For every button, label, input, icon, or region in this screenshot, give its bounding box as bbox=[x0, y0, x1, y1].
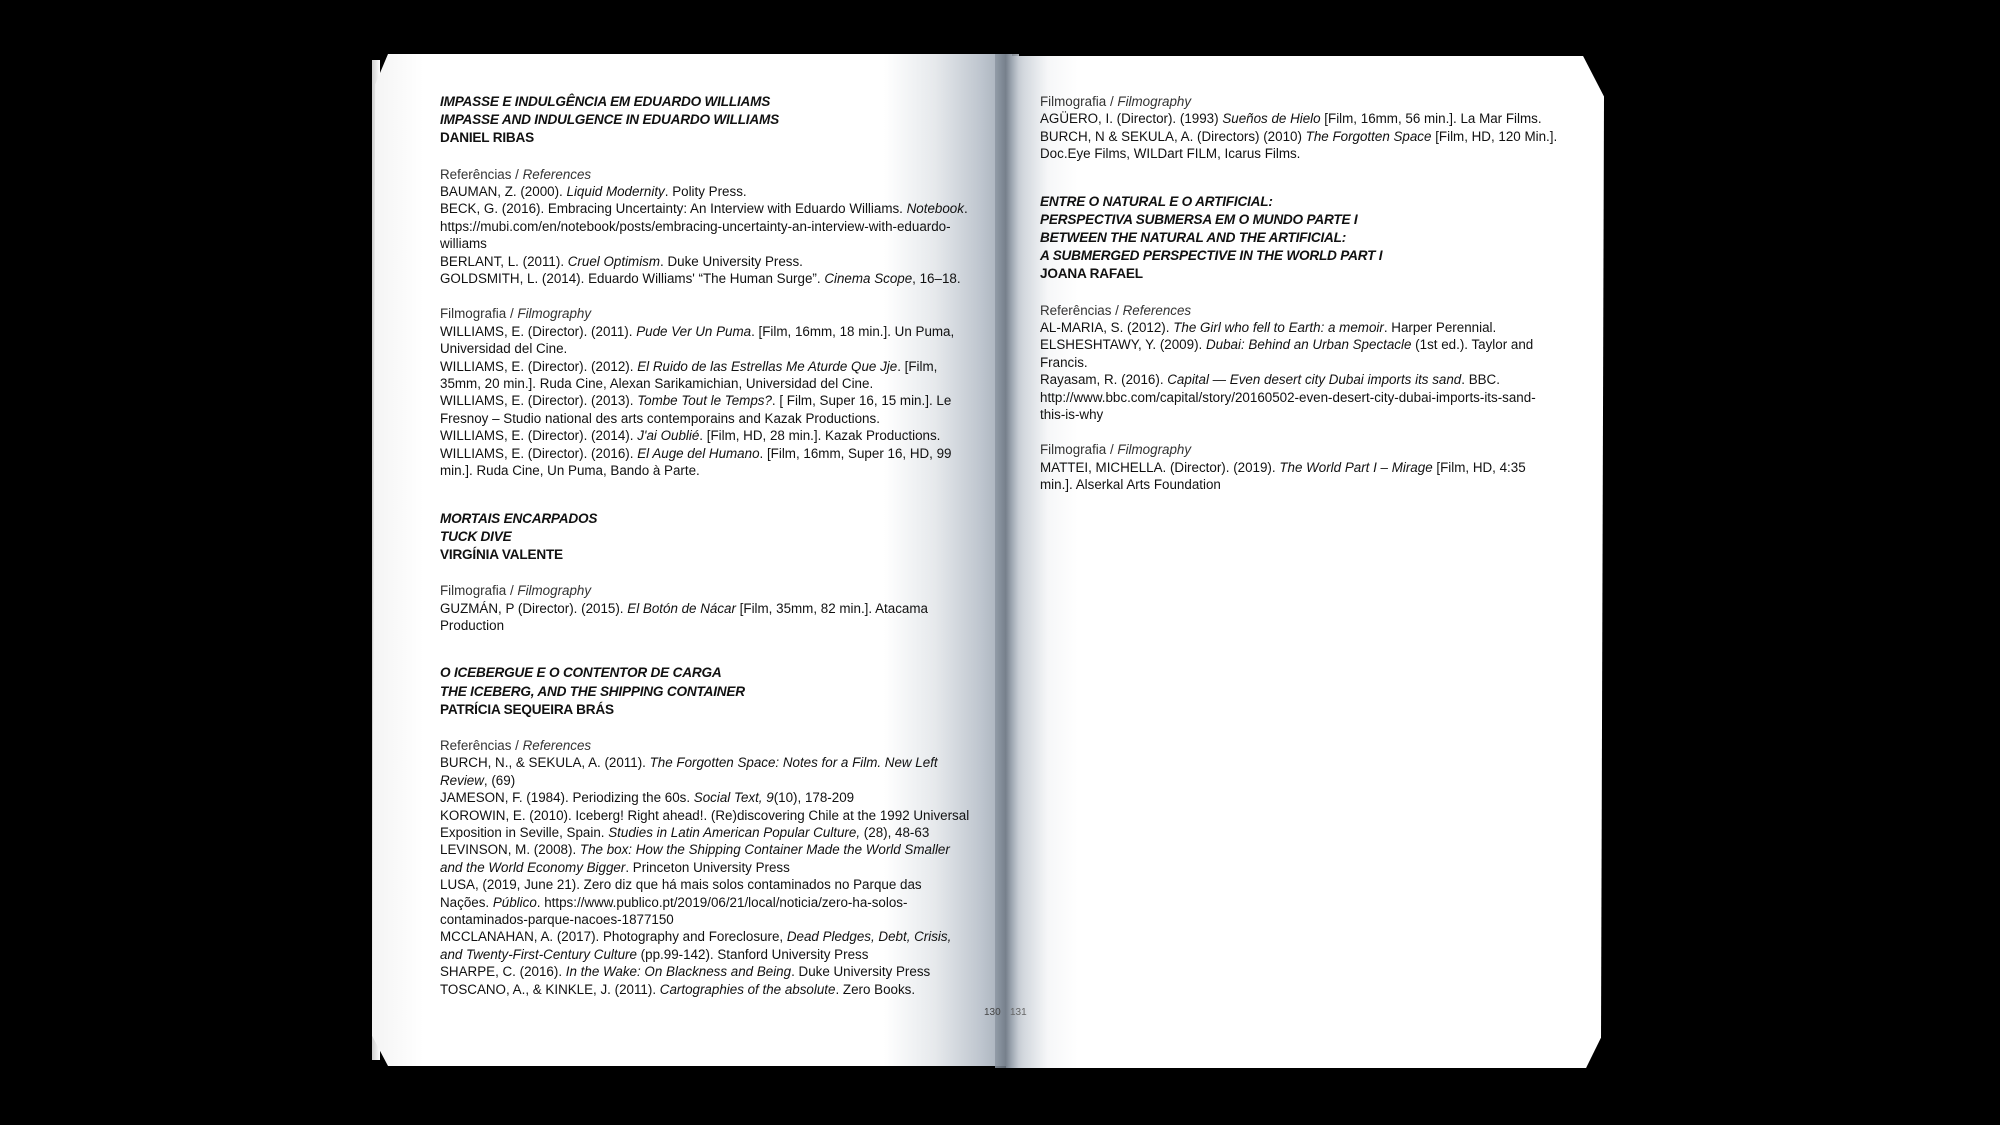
reference-title: Dubai: Behind an Urban Spectacle bbox=[1205, 337, 1412, 353]
reference-text: MATTEI, MICHELLA. (Director). (2019). bbox=[1040, 459, 1280, 475]
article-title: O ICEBERGUE E O CONTENTOR DE CARGA bbox=[440, 665, 722, 681]
section-label bbox=[440, 305, 970, 322]
reference-title: El Botón de Nácar bbox=[627, 600, 736, 616]
reference-text: . [Film, 16mm, Super 16, HD, 99 min.]. Ruda Cine, Un Puma, Bando à Parte. bbox=[440, 445, 952, 479]
reference-title: The box: How the Shipping Container Made the World Smaller and the World Economy Bigger bbox=[440, 842, 950, 875]
section-label bbox=[1040, 441, 1560, 458]
reference-title: The Girl who fell to Earth: a memoir bbox=[1173, 320, 1384, 336]
reference-entry bbox=[440, 358, 970, 393]
reference-text: BURCH, N., & SEKULA, A. (2011). bbox=[440, 755, 650, 771]
section-label-pt: Filmografia / bbox=[1040, 442, 1118, 458]
article-author: PATRÍCIA SEQUEIRA BRÁS bbox=[440, 701, 614, 717]
page-number-right: 131 bbox=[1010, 1007, 1027, 1018]
reference-text: BERLANT, L. (2011). bbox=[440, 253, 568, 269]
reference-text: . [Film, 35mm, 20 min.]. Ruda Cine, Alexan Sarikamichian, Universidad del Cine. bbox=[440, 358, 938, 392]
reference-text: , 16–18. bbox=[912, 271, 961, 287]
reference-text: [Film, HD, 4:35 min.]. Alserkal Arts Foundation bbox=[1040, 459, 1526, 493]
bibliography-section bbox=[440, 582, 970, 634]
bibliography-section bbox=[440, 737, 970, 998]
section-label-pt: Referências / bbox=[440, 737, 523, 753]
reference-entry bbox=[440, 981, 970, 998]
reference-text: BAUMAN, Z. (2000). bbox=[440, 184, 567, 200]
reference-text: . https://mubi.com/en/notebook/posts/embracing-uncertainty-an-interview-with-eduardo-williams bbox=[440, 201, 968, 252]
article-title: ENTRE O NATURAL E O ARTIFICIAL: bbox=[1040, 193, 1273, 209]
article-author: DANIEL RIBAS bbox=[440, 130, 535, 146]
reference-entry bbox=[440, 789, 970, 806]
reference-title: Público bbox=[492, 894, 537, 910]
reference-entry bbox=[440, 270, 970, 287]
page-number-left: 130 bbox=[984, 1007, 1001, 1018]
reference-text: WILLIAMS, E. (Director). (2012). bbox=[440, 358, 638, 374]
reference-title: Tombe Tout le Temps? bbox=[637, 393, 772, 409]
reference-entry bbox=[440, 807, 970, 842]
reference-entry bbox=[1040, 128, 1560, 163]
reference-text: WILLIAMS, E. (Director). (2014). bbox=[440, 428, 638, 444]
reference-entry bbox=[440, 392, 970, 427]
article-title: IMPASSE E INDULGÊNCIA EM EDUARDO WILLIAMS bbox=[440, 94, 771, 109]
reference-text: . BBC. http://www.bbc.com/capital/story/20160502-even-desert-city-dubai-imports-its-sand-this-is-why bbox=[1040, 372, 1536, 423]
reference-text: . [Film, 16mm, 18 min.]. Un Puma, Universidad del Cine. bbox=[440, 323, 955, 357]
section-label-en: References bbox=[522, 737, 592, 753]
article-bibliography bbox=[1040, 193, 1560, 494]
reference-text: [Film, 16mm, 56 min.]. La Mar Films. bbox=[1320, 111, 1542, 127]
reference-text: MCCLANAHAN, A. (2017). Photography and Foreclosure, bbox=[440, 929, 787, 945]
article-title: TUCK DIVE bbox=[440, 528, 512, 544]
reference-entry bbox=[440, 754, 970, 789]
reference-text: SHARPE, C. (2016). bbox=[440, 964, 566, 980]
continued-bibliography bbox=[1040, 93, 1560, 163]
reference-entry bbox=[1040, 319, 1560, 336]
section-label-pt: Referências / bbox=[1040, 302, 1123, 318]
reference-text: ELSHESHTAWY, Y. (2009). bbox=[1040, 337, 1206, 353]
bibliography-section bbox=[1040, 93, 1560, 163]
reference-text: BURCH, N & SEKULA, A. (Directors) (2010) bbox=[1040, 128, 1306, 144]
reference-text: . Princeton University Press bbox=[625, 859, 790, 875]
article-title: MORTAIS ENCARPADOS bbox=[440, 510, 598, 526]
reference-entry bbox=[1040, 336, 1560, 371]
reference-text: . Polity Press. bbox=[664, 184, 747, 200]
reference-title: Dead Pledges, Debt, Crisis, and Twenty-First-Century Culture bbox=[440, 929, 952, 962]
reference-text: . Zero Books. bbox=[835, 981, 916, 997]
reference-entry bbox=[1040, 371, 1560, 423]
reference-entry bbox=[440, 841, 970, 876]
left-page-text bbox=[440, 93, 970, 1028]
reference-title: Pude Ver Un Puma bbox=[636, 323, 752, 339]
reference-text: LEVINSON, M. (2008). bbox=[440, 842, 580, 858]
reference-text: KOROWIN, E. (2010). Iceberg! Right ahead!. (Re)discovering Chile at the 1992 Universal Exposition in Seville, Spain. bbox=[440, 807, 970, 840]
reference-entry bbox=[1040, 110, 1560, 127]
section-label-en: References bbox=[1122, 302, 1192, 318]
article-title: THE ICEBERG, AND THE SHIPPING CONTAINER bbox=[440, 683, 745, 699]
article-title: A SUBMERGED PERSPECTIVE IN THE WORLD PART I bbox=[1040, 248, 1383, 264]
reference-text: . [ Film, Super 16, 15 min.]. Le Fresnoy – Studio national des arts contemporains and Kazak Productions. bbox=[440, 393, 952, 426]
reference-entry bbox=[440, 323, 970, 358]
reference-text: LUSA, (2019, June 21). Zero diz que há mais solos contaminados no Parque das Nações. bbox=[440, 877, 922, 910]
reference-title: J'ai Oublié bbox=[637, 428, 700, 444]
bibliography-section bbox=[1040, 302, 1560, 424]
reference-title: Cruel Optimism bbox=[567, 253, 661, 269]
article-title: BETWEEN THE NATURAL AND THE ARTIFICIAL: bbox=[1040, 230, 1347, 246]
reference-entry bbox=[440, 427, 970, 444]
right-page-text bbox=[1040, 93, 1560, 524]
reference-title: The Forgotten Space bbox=[1305, 128, 1432, 144]
reference-title: Cartographies of the absolute bbox=[659, 981, 836, 997]
article-title: PERSPECTIVA SUBMERSA EM O MUNDO PARTE I bbox=[1040, 211, 1358, 227]
section-label bbox=[1040, 302, 1560, 319]
reference-entry bbox=[440, 928, 970, 963]
reference-title: Capital — Even desert city Dubai imports its sand bbox=[1167, 372, 1462, 388]
section-label-en: Filmography bbox=[517, 583, 592, 599]
section-label bbox=[440, 582, 970, 599]
section-label bbox=[440, 166, 970, 183]
reference-text: (28), 48-63 bbox=[860, 824, 930, 840]
reference-text: AGÜERO, I. (Director). (1993) bbox=[1040, 111, 1223, 127]
reference-title: El Ruido de las Estrellas Me Aturde Que Jje bbox=[637, 358, 898, 374]
reference-text: GOLDSMITH, L. (2014). Eduardo Williams' “The Human Surge”. bbox=[440, 271, 825, 287]
section-label-pt: Filmografia / bbox=[440, 306, 518, 322]
section-label-en: Filmography bbox=[1117, 94, 1192, 109]
reference-title: Cinema Scope bbox=[824, 271, 913, 287]
reference-title: Liquid Modernity bbox=[566, 184, 665, 200]
section-label bbox=[1040, 93, 1560, 110]
reference-title: In the Wake: On Blackness and Being bbox=[565, 964, 792, 980]
bibliography-section bbox=[1040, 441, 1560, 493]
reference-text: WILLIAMS, E. (Director). (2016). bbox=[440, 445, 638, 461]
reference-text: (1st ed.). Taylor and Francis. bbox=[1040, 337, 1534, 370]
article-author: VIRGÍNIA VALENTE bbox=[440, 546, 563, 562]
reference-entry bbox=[440, 600, 970, 635]
article-bibliography bbox=[440, 664, 970, 998]
section-label bbox=[440, 737, 970, 754]
reference-text: [Film, 35mm, 82 min.]. Atacama Production bbox=[440, 600, 928, 633]
section-label-pt: Filmografia / bbox=[1040, 94, 1118, 109]
reference-title: Studies in Latin American Popular Culture, bbox=[608, 824, 861, 840]
reference-entry bbox=[440, 876, 970, 928]
reference-title: Notebook bbox=[906, 201, 964, 217]
reference-title: El Auge del Humano bbox=[637, 445, 760, 461]
reference-text: . Duke University Press. bbox=[660, 253, 803, 269]
bibliography-section bbox=[440, 305, 970, 479]
article-bibliography bbox=[440, 93, 970, 480]
section-label-pt: Referências / bbox=[440, 166, 523, 182]
reference-text: [Film, HD, 120 Min.]. Doc.Eye Films, WILDart FILM, Icarus Films. bbox=[1040, 128, 1558, 162]
article-bibliography bbox=[440, 510, 970, 635]
reference-text: . https://www.publico.pt/2019/06/21/local/noticia/zero-ha-solos-contaminados-parque-nacoes-1877150 bbox=[440, 894, 908, 928]
reference-text: BECK, G. (2016). Embracing Uncertainty: An Interview with Eduardo Williams. bbox=[440, 201, 907, 217]
reference-text: (pp.99-142). Stanford University Press bbox=[636, 946, 869, 962]
reference-title: The Forgotten Space: Notes for a Film. New Left Review bbox=[440, 755, 938, 788]
reference-text: Rayasam, R. (2016). bbox=[1040, 372, 1168, 388]
reference-entry bbox=[440, 253, 970, 270]
book-gutter bbox=[995, 54, 1019, 1068]
reference-text: GUZMÁN, P (Director). (2015). bbox=[440, 600, 628, 616]
article-title: IMPASSE AND INDULGENCE IN EDUARDO WILLIAMS bbox=[440, 112, 779, 128]
bibliography-section bbox=[440, 166, 970, 288]
article-author: JOANA RAFAEL bbox=[1040, 266, 1143, 282]
reference-text: WILLIAMS, E. (Director). (2013). bbox=[440, 393, 638, 409]
section-label-en: Filmography bbox=[517, 306, 592, 322]
reference-text: TOSCANO, A., & KINKLE, J. (2011). bbox=[440, 981, 660, 997]
reference-text: . Duke University Press bbox=[791, 964, 931, 980]
reference-entry bbox=[440, 963, 970, 980]
reference-text: , (69) bbox=[483, 772, 516, 788]
reference-text: . [Film, HD, 28 min.]. Kazak Productions. bbox=[699, 428, 941, 444]
reference-entry bbox=[440, 183, 970, 200]
section-label-en: Filmography bbox=[1117, 442, 1192, 458]
reference-text: AL-MARIA, S. (2012). bbox=[1040, 320, 1174, 336]
reference-text: JAMESON, F. (1984). Periodizing the 60s. bbox=[440, 790, 694, 806]
reference-title: Social Text, 9 bbox=[693, 790, 774, 806]
reference-text: (10), 178-209 bbox=[773, 790, 855, 806]
section-label-pt: Filmografia / bbox=[440, 583, 518, 599]
reference-text: WILLIAMS, E. (Director). (2011). bbox=[440, 323, 637, 339]
reference-entry bbox=[1040, 459, 1560, 494]
reference-title: Sueños de Hielo bbox=[1222, 111, 1321, 127]
reference-entry bbox=[440, 200, 970, 252]
section-label-en: References bbox=[522, 166, 592, 182]
reference-entry bbox=[440, 445, 970, 480]
reference-title: The World Part I – Mirage bbox=[1279, 459, 1433, 475]
reference-text: . Harper Perennial. bbox=[1383, 320, 1497, 336]
